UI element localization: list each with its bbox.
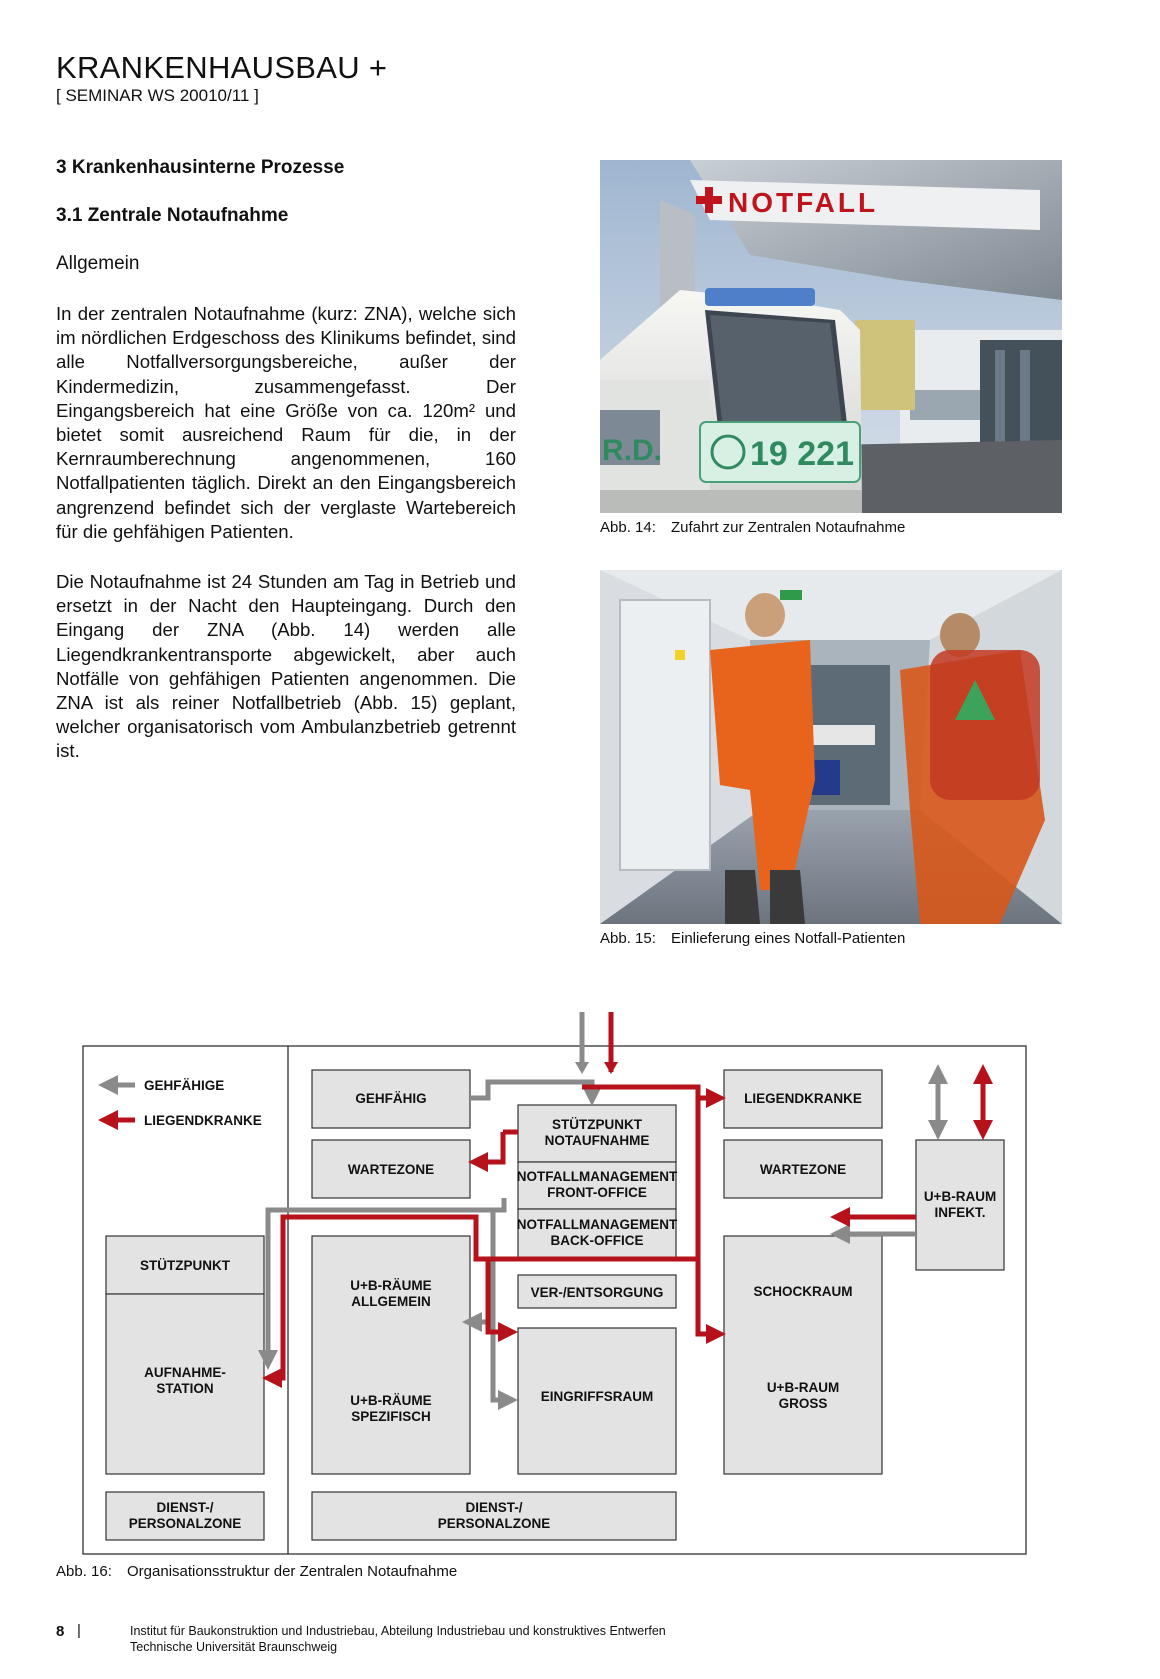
svg-text:NOTAUFNAHME: NOTAUFNAHME	[544, 1133, 650, 1148]
svg-text:U+B-RÄUME: U+B-RÄUME	[350, 1393, 432, 1408]
legend-gehfaehige: GEHFÄHIGE	[144, 1078, 225, 1093]
svg-text:VER-/ENTSORGUNG: VER-/ENTSORGUNG	[530, 1285, 664, 1300]
ambulance-number: 19 221	[750, 435, 854, 473]
organisation-diagram	[78, 1012, 1038, 1564]
svg-text:WARTEZONE: WARTEZONE	[759, 1162, 847, 1177]
svg-text:DIENST-/: DIENST-/	[465, 1500, 523, 1515]
svg-text:STATION: STATION	[156, 1381, 214, 1396]
svg-text:EINGRIFFSRAUM: EINGRIFFSRAUM	[540, 1389, 654, 1404]
document-title: KRANKENHAUSBAU +	[56, 50, 388, 85]
chapter-heading: 3 Krankenhausinterne Prozesse	[56, 157, 345, 178]
svg-text:PERSONALZONE: PERSONALZONE	[437, 1516, 551, 1531]
caption-fig15: Abb. 15: Einlieferung eines Notfall-Patienten	[600, 930, 906, 947]
svg-text:NOTFALLMANAGEMENT: NOTFALLMANAGEMENT	[516, 1169, 678, 1184]
svg-text:BACK-OFFICE: BACK-OFFICE	[550, 1233, 644, 1248]
svg-text:U+B-RAUM: U+B-RAUM	[923, 1189, 997, 1204]
svg-text:SCHOCKRAUM: SCHOCKRAUM	[753, 1284, 853, 1299]
svg-text:PERSONALZONE: PERSONALZONE	[128, 1516, 242, 1531]
svg-text:ALLGEMEIN: ALLGEMEIN	[351, 1294, 431, 1309]
box-schockraum-gross	[724, 1236, 882, 1474]
svg-text:FRONT-OFFICE: FRONT-OFFICE	[547, 1185, 647, 1200]
footer-institute: Institut für Baukonstruktion und Industriebau, Abteilung Industriebau und konstruktives Entwerfen	[130, 1624, 666, 1638]
subheading: Allgemein	[56, 253, 140, 274]
svg-text:INFEKT.: INFEKT.	[934, 1205, 986, 1220]
caption-fig14: Abb. 14: Zufahrt zur Zentralen Notaufnahme	[600, 519, 906, 536]
svg-text:U+B-RAUM: U+B-RAUM	[766, 1380, 840, 1395]
svg-text:NOTFALLMANAGEMENT: NOTFALLMANAGEMENT	[516, 1217, 678, 1232]
svg-text:LIEGENDKRANKE: LIEGENDKRANKE	[744, 1091, 862, 1106]
svg-text:AUFNAHME-: AUFNAHME-	[144, 1365, 226, 1380]
ambulance-side-lettering: R.D.	[602, 434, 662, 467]
svg-text:GEHFÄHIG: GEHFÄHIG	[355, 1091, 427, 1106]
svg-text:GROSS: GROSS	[778, 1396, 828, 1411]
footer-university: Technische Universität Braunschweig	[130, 1640, 338, 1654]
notfall-sign-text: NOTFALL	[728, 187, 879, 218]
photo-emergency-entrance	[600, 160, 1062, 513]
paragraph-general: In der zentralen Notaufnahme (kurz: ZNA), welche sich im nördlichen Erdgeschoss des Klinikums befindet, sind alle Notfallversorgungsbereiche, außer der Kindermedizin, zusammengefasst. Der Eingangsbereich hat eine Größe von ca. 120m² und bietet somit ausreichend Raum für die, in der Kernraumberechnung angenommenen, 160 Notfallpatienten täglich. Direkt an den Eingangsbereich angrenzend befindet sich der verglaste Wartebereich für die gehfähigen Patienten.	[56, 303, 516, 542]
svg-text:STÜTZPUNKT: STÜTZPUNKT	[552, 1117, 642, 1132]
section-heading: 3.1 Zentrale Notaufnahme	[56, 205, 289, 226]
svg-text:U+B-RÄUME: U+B-RÄUME	[350, 1278, 432, 1293]
caption-fig16: Abb. 16: Organisationsstruktur der Zentralen Notaufnahme	[56, 1563, 458, 1580]
svg-text:SPEZIFISCH: SPEZIFISCH	[351, 1409, 431, 1424]
footer-separator: |	[77, 1622, 81, 1639]
svg-text:WARTEZONE: WARTEZONE	[347, 1162, 435, 1177]
svg-text:DIENST-/: DIENST-/	[156, 1500, 214, 1515]
page-number: 8	[56, 1623, 65, 1640]
box-ub-raeume	[312, 1236, 470, 1474]
paragraph-operation: Die Notaufnahme ist 24 Stunden am Tag in Betrieb und ersetzt in der Nacht den Haupteingang. Durch den Eingang der ZNA (Abb. 14) werden alle Liegendkrankentransporte abgewickelt, aber auch Notfälle von gehfähigen Patienten angenommen. Die ZNA ist als reiner Notfallbetrieb (Abb. 15) geplant, welcher organisatorisch vom Ambulanzbetrieb getrennt ist.	[56, 571, 516, 762]
svg-text:STÜTZPUNKT: STÜTZPUNKT	[140, 1258, 230, 1273]
photo-patient-delivery	[600, 570, 1062, 924]
document-subtitle: [ SEMINAR WS 20010/11 ]	[56, 86, 259, 105]
legend-liegendkranke: LIEGENDKRANKE	[144, 1113, 262, 1128]
